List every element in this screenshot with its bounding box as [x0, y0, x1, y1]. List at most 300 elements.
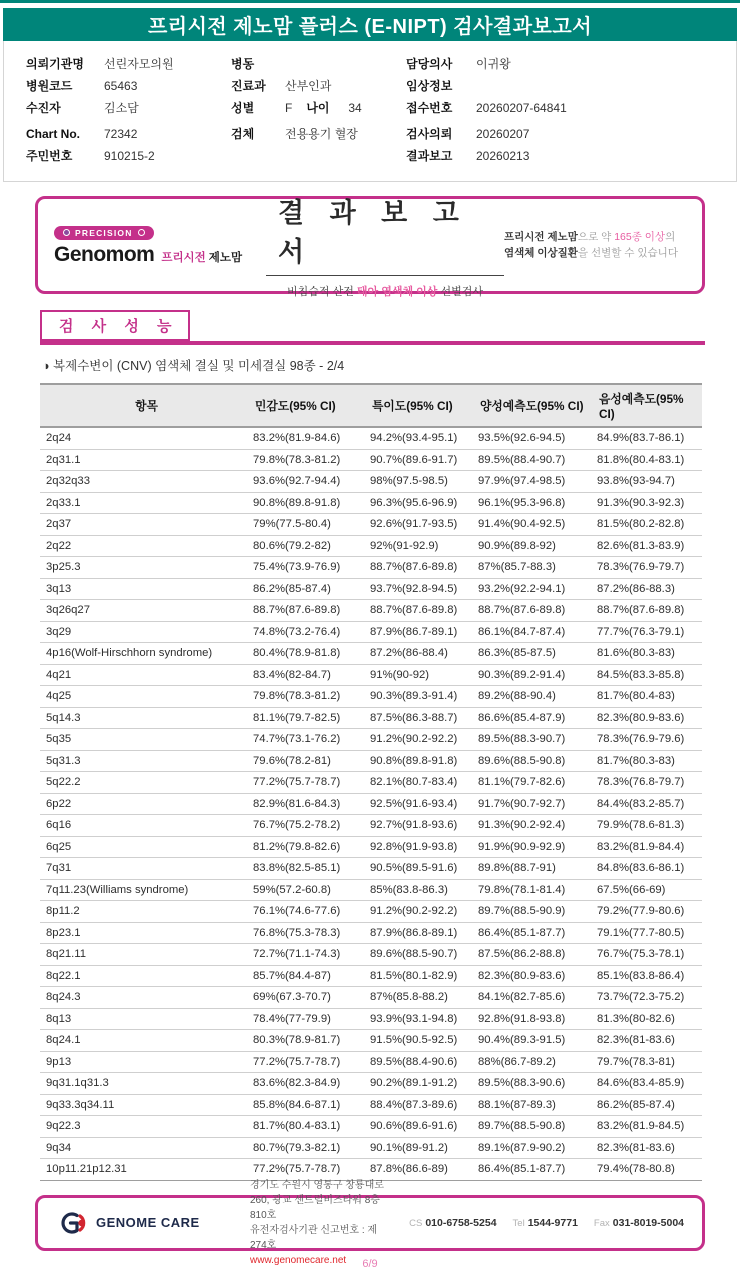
table-cell-value: 92%(91-92.9) [370, 535, 478, 557]
table-cell-value: 80.7%(79.3-82.1) [253, 1137, 370, 1159]
patient-field [231, 123, 406, 145]
table-cell-item: 8q24.3 [40, 987, 253, 1009]
table-cell-value: 79.8%(78.1-81.4) [478, 879, 597, 901]
genomecare-logo [56, 1209, 234, 1237]
table-cell-value: 73.7%(72.3-75.2) [597, 987, 702, 1009]
table-cell-item: 9q22.3 [40, 1116, 253, 1138]
patient-field-label: 수진자 [26, 101, 61, 115]
table-cell-value: 91.2%(90.2-92.2) [370, 729, 478, 751]
table-cell-value: 81.7%(80.4-83.1) [253, 1116, 370, 1138]
table-cell-value: 90.9%(89.8-92) [478, 535, 597, 557]
table-cell-value: 87.2%(86-88.3) [597, 578, 702, 600]
patient-field-label: 병동 [231, 57, 255, 71]
patient-field [26, 53, 231, 75]
table-cell-value: 90.3%(89.2-91.4) [478, 664, 597, 686]
table-cell-value: 77.2%(75.7-78.7) [253, 772, 370, 794]
table-cell-value: 81.3%(80-82.6) [597, 1008, 702, 1030]
cs-label: CS [409, 1217, 423, 1229]
table-cell-value: 76.1%(74.6-77.6) [253, 901, 370, 923]
table-row [40, 987, 702, 1009]
report-banner [35, 196, 705, 298]
table-row [40, 793, 702, 815]
column-header-specificity: 특이도(95% CI) [370, 384, 478, 427]
table-cell-value: 89.7%(88.5-90.8) [478, 1116, 597, 1138]
table-cell-value: 87.9%(86.7-89.1) [370, 621, 478, 643]
patient-field-label: 검체 [231, 127, 255, 141]
table-cell-value: 79.9%(78.6-81.3) [597, 815, 702, 837]
patient-field [231, 53, 406, 75]
table-cell-value: 78.4%(77-79.9) [253, 1008, 370, 1030]
table-cell-item: 6q25 [40, 836, 253, 858]
table-cell-value: 74.8%(73.2-76.4) [253, 621, 370, 643]
section-performance-bar [40, 310, 705, 345]
table-cell-value: 85.1%(83.8-86.4) [597, 965, 702, 987]
table-cell-value: 82.3%(80.9-83.6) [597, 707, 702, 729]
table-cell-value: 82.1%(80.7-83.4) [370, 772, 478, 794]
table-cell-item: 2q22 [40, 535, 253, 557]
result-report-heading: 결 과 보 고 서 [266, 191, 504, 276]
table-row [40, 1073, 702, 1095]
table-cell-value: 72.7%(71.1-74.3) [253, 944, 370, 966]
report-title-bar [3, 8, 737, 41]
table-cell-value: 86.1%(84.7-87.4) [478, 621, 597, 643]
table-row [40, 621, 702, 643]
table-row [40, 514, 702, 536]
table-cell-item: 5q35 [40, 729, 253, 751]
top-accent-strip [0, 0, 740, 3]
table-cell-item: 5q22.2 [40, 772, 253, 794]
table-cell-value: 88.7%(87.6-89.8) [253, 600, 370, 622]
precision-badge [54, 226, 154, 240]
patient-field-label: 진료과 [231, 79, 266, 93]
table-cell-value: 88.7%(87.6-89.8) [370, 557, 478, 579]
table-cell-value: 82.3%(81-83.6) [597, 1137, 702, 1159]
footer-tel [513, 1217, 578, 1229]
table-cell-value: 93.8%(93-94.7) [597, 471, 702, 493]
table-cell-item: 3q26q27 [40, 600, 253, 622]
table-row [40, 815, 702, 837]
table-cell-value: 81.1%(79.7-82.5) [253, 707, 370, 729]
table-cell-value: 89.2%(88-90.4) [478, 686, 597, 708]
table-cell-value: 77.7%(76.3-79.1) [597, 621, 702, 643]
table-cell-value: 81.7%(80.3-83) [597, 750, 702, 772]
table-row [40, 922, 702, 944]
table-cell-value: 87.9%(86.8-89.1) [370, 922, 478, 944]
patient-field [26, 145, 231, 167]
table-cell-value: 93.7%(92.8-94.5) [370, 578, 478, 600]
table-cell-value: 83.2%(81.9-84.5) [597, 1116, 702, 1138]
table-cell-value: 85.7%(84.4-87) [253, 965, 370, 987]
table-cell-item: 2q31.1 [40, 449, 253, 471]
patient-field-value: 20260207 [476, 127, 530, 141]
patient-field-value: F [285, 101, 293, 115]
table-cell-value: 76.7%(75.3-78.1) [597, 944, 702, 966]
table-cell-item: 2q33.1 [40, 492, 253, 514]
brand-block [54, 223, 266, 267]
table-row [40, 1051, 702, 1073]
patient-field [406, 123, 736, 145]
report-title-text: 프리시전 제노맘 플러스 (E-NIPT) 검사결과보고서 [147, 16, 593, 38]
table-row [40, 1030, 702, 1052]
table-cell-item: 2q37 [40, 514, 253, 536]
table-cell-value: 84.1%(82.7-85.6) [478, 987, 597, 1009]
patient-field-value: 72342 [104, 127, 138, 141]
desc-bold-1: 프리시전 제노맘 [504, 230, 578, 243]
table-cell-value: 84.4%(83.2-85.7) [597, 793, 702, 815]
table-cell-value: 83.2%(81.9-84.6) [253, 427, 370, 449]
table-cell-value: 81.5%(80.2-82.8) [597, 514, 702, 536]
table-cell-value: 79.8%(78.3-81.2) [253, 686, 370, 708]
genomecare-logo-text: GENOME CARE [96, 1215, 200, 1230]
table-cell-value: 87.5%(86.3-88.7) [370, 707, 478, 729]
table-row [40, 1008, 702, 1030]
table-row [40, 1137, 702, 1159]
patient-field-label: 결과보고 [406, 149, 453, 163]
table-cell-value: 86.2%(85-87.4) [253, 578, 370, 600]
table-cell-value: 89.6%(88.5-90.7) [370, 944, 478, 966]
table-cell-value: 69%(67.3-70.7) [253, 987, 370, 1009]
table-cell-value: 86.4%(85.1-87.7) [478, 922, 597, 944]
patient-field [406, 145, 736, 167]
table-cell-value: 89.8%(88.7-91) [478, 858, 597, 880]
table-cell-value: 76.7%(75.2-78.2) [253, 815, 370, 837]
table-row [40, 492, 702, 514]
subheading-prefix: 비침습적 산전 [287, 286, 357, 298]
column-header-ppv: 양성예측도(95% CI) [478, 384, 597, 427]
footer-company-info [250, 1178, 393, 1268]
table-cell-value: 81.8%(80.4-83.1) [597, 449, 702, 471]
brand-kr-precision: 프리시전 [161, 252, 206, 264]
table-cell-item: 5q14.3 [40, 707, 253, 729]
table-cell-value: 96.3%(95.6-96.9) [370, 492, 478, 514]
table-row [40, 965, 702, 987]
badge-left-dot-icon [63, 229, 70, 236]
patient-field-label: Chart No. [26, 127, 80, 141]
table-cell-value: 87.8%(86.6-89) [370, 1159, 478, 1181]
table-cell-value: 85%(83.8-86.3) [370, 879, 478, 901]
table-cell-value: 90.6%(89.6-91.6) [370, 1116, 478, 1138]
patient-field-label: 접수번호 [406, 101, 453, 115]
table-cell-value: 83.4%(82-84.7) [253, 664, 370, 686]
table-cell-value: 91%(90-92) [370, 664, 478, 686]
patient-field [406, 97, 736, 119]
table-cell-value: 97.9%(97.4-98.5) [478, 471, 597, 493]
table-header-row [40, 384, 702, 427]
patient-field [26, 97, 231, 119]
patient-field-value: 65463 [104, 79, 138, 93]
table-cell-value: 90.8%(89.8-91.8) [370, 750, 478, 772]
table-cell-value: 82.3%(81-83.6) [597, 1030, 702, 1052]
table-cell-value: 86.4%(85.1-87.7) [478, 1159, 597, 1181]
table-cell-item: 8q21.11 [40, 944, 253, 966]
patient-field-label: 나이 [306, 101, 330, 115]
table-cell-value: 87%(85.8-88.2) [370, 987, 478, 1009]
column-header-sensitivity: 민감도(95% CI) [253, 384, 370, 427]
genomecare-logo-icon [56, 1209, 90, 1237]
table-cell-value: 92.8%(91.9-93.8) [370, 836, 478, 858]
brand-kr-genomom: 제노맘 [208, 252, 243, 264]
table-cell-item: 6q16 [40, 815, 253, 837]
desc-mid-1: 으로 약 [577, 230, 615, 243]
table-cell-value: 90.8%(89.8-91.8) [253, 492, 370, 514]
table-cell-value: 92.7%(91.8-93.6) [370, 815, 478, 837]
patient-field [26, 75, 231, 97]
footer-website-link[interactable]: www.genomecare.net [250, 1254, 347, 1266]
table-cell-value: 89.7%(88.5-90.9) [478, 901, 597, 923]
table-cell-item: 9q33.3q34.11 [40, 1094, 253, 1116]
table-cell-value: 75.4%(73.9-76.9) [253, 557, 370, 579]
table-cell-value: 90.7%(89.6-91.7) [370, 449, 478, 471]
table-cell-value: 93.6%(92.7-94.4) [253, 471, 370, 493]
patient-field-value: 산부인과 [285, 79, 332, 93]
table-cell-item: 8q22.1 [40, 965, 253, 987]
table-cell-value: 85.8%(84.6-87.1) [253, 1094, 370, 1116]
table-cell-item: 9q34 [40, 1137, 253, 1159]
patient-field-value: 이귀왕 [476, 57, 511, 71]
patient-field-label: 병원코드 [26, 79, 73, 93]
precision-badge-label: PRECISION [75, 227, 133, 238]
table-cell-value: 90.5%(89.5-91.6) [370, 858, 478, 880]
table-cell-value: 94.2%(93.4-95.1) [370, 427, 478, 449]
table-cell-value: 79.4%(78-80.8) [597, 1159, 702, 1181]
table-cell-value: 76.8%(75.3-78.3) [253, 922, 370, 944]
table-row [40, 944, 702, 966]
table-row [40, 879, 702, 901]
footer-fax [594, 1217, 684, 1229]
table-cell-value: 92.5%(91.6-93.4) [370, 793, 478, 815]
table-cell-value: 82.9%(81.6-84.3) [253, 793, 370, 815]
table-cell-value: 81.1%(79.7-82.6) [478, 772, 597, 794]
footer-contacts [409, 1217, 684, 1229]
table-cell-value: 91.3%(90.2-92.4) [478, 815, 597, 837]
table-caption [42, 356, 740, 374]
table-cell-value: 81.7%(80.4-83) [597, 686, 702, 708]
patient-field [231, 75, 406, 97]
subheading-accent: 태아 염색체 이상 [356, 286, 438, 298]
table-cell-item: 2q24 [40, 427, 253, 449]
patient-field-value: 전용용기 혈장 [285, 127, 358, 141]
footer-cs [409, 1217, 496, 1229]
table-row [40, 1116, 702, 1138]
table-cell-value: 83.6%(82.3-84.9) [253, 1073, 370, 1095]
table-cell-value: 84.6%(83.4-85.9) [597, 1073, 702, 1095]
table-cell-value: 91.5%(90.5-92.5) [370, 1030, 478, 1052]
table-cell-value: 89.5%(88.4-90.7) [478, 449, 597, 471]
table-cell-value: 92.6%(91.7-93.5) [370, 514, 478, 536]
table-cell-value: 91.3%(90.3-92.3) [597, 492, 702, 514]
table-row [40, 557, 702, 579]
table-cell-item: 3p25.3 [40, 557, 253, 579]
table-row [40, 707, 702, 729]
table-cell-value: 88.4%(87.3-89.6) [370, 1094, 478, 1116]
table-row [40, 600, 702, 622]
table-cell-value: 79%(77.5-80.4) [253, 514, 370, 536]
table-cell-value: 93.5%(92.6-94.5) [478, 427, 597, 449]
patient-info-column-2 [231, 53, 406, 167]
table-row [40, 772, 702, 794]
table-cell-value: 77.2%(75.7-78.7) [253, 1159, 370, 1181]
table-cell-value: 86.2%(85-87.4) [597, 1094, 702, 1116]
table-cell-item: 8p23.1 [40, 922, 253, 944]
half-circle-bullet-icon: ◑ [42, 359, 50, 373]
table-row [40, 750, 702, 772]
table-cell-value: 79.7%(78.3-81) [597, 1051, 702, 1073]
table-cell-value: 79.2%(77.9-80.6) [597, 901, 702, 923]
table-row [40, 901, 702, 923]
table-cell-value: 89.5%(88.3-90.6) [478, 1073, 597, 1095]
performance-table [40, 383, 702, 1181]
table-cell-item: 4p16(Wolf-Hirschhorn syndrome) [40, 643, 253, 665]
table-cell-value: 88.7%(87.6-89.8) [370, 600, 478, 622]
table-cell-value: 84.8%(83.6-86.1) [597, 858, 702, 880]
table-cell-value: 87%(85.7-88.3) [478, 557, 597, 579]
table-cell-value: 93.9%(93.1-94.8) [370, 1008, 478, 1030]
table-cell-value: 78.3%(76.8-79.7) [597, 772, 702, 794]
table-cell-value: 90.1%(89-91.2) [370, 1137, 478, 1159]
table-cell-value: 81.5%(80.1-82.9) [370, 965, 478, 987]
desc-accent: 165종 이상 [614, 230, 666, 243]
table-cell-value: 91.2%(90.2-92.2) [370, 901, 478, 923]
table-cell-value: 89.5%(88.4-90.6) [370, 1051, 478, 1073]
patient-field [231, 97, 406, 119]
table-cell-item: 9p13 [40, 1051, 253, 1073]
table-cell-item: 2q32q33 [40, 471, 253, 493]
cs-number: 010-6758-5254 [425, 1216, 497, 1229]
patient-field-value: 20260207-64841 [476, 101, 567, 115]
patient-field-value: 34 [348, 101, 362, 115]
table-cell-value: 79.6%(78.2-81) [253, 750, 370, 772]
table-cell-value: 81.6%(80.3-83) [597, 643, 702, 665]
table-cell-item: 7q31 [40, 858, 253, 880]
table-cell-value: 91.4%(90.4-92.5) [478, 514, 597, 536]
table-cell-item: 3q13 [40, 578, 253, 600]
patient-field [406, 53, 736, 75]
table-row [40, 643, 702, 665]
table-cell-value: 91.9%(90.9-92.9) [478, 836, 597, 858]
table-cell-item: 3q29 [40, 621, 253, 643]
patient-field [26, 123, 231, 145]
table-cell-value: 87.5%(86.2-88.8) [478, 944, 597, 966]
table-cell-value: 86.3%(85-87.5) [478, 643, 597, 665]
table-cell-item: 8q24.1 [40, 1030, 253, 1052]
table-cell-value: 80.6%(79.2-82) [253, 535, 370, 557]
footer-address: 경기도 수원시 영통구 창룡대로 260, 광교 센트럴비즈타워 8층 810호 [250, 1179, 384, 1221]
table-cell-value: 84.9%(83.7-86.1) [597, 427, 702, 449]
table-cell-value: 98%(97.5-98.5) [370, 471, 478, 493]
table-cell-value: 93.2%(92.2-94.1) [478, 578, 597, 600]
table-cell-item: 4q21 [40, 664, 253, 686]
fax-label: Fax [593, 1217, 610, 1229]
table-cell-value: 82.3%(80.9-83.6) [478, 965, 597, 987]
table-cell-value: 89.5%(88.3-90.7) [478, 729, 597, 751]
table-cell-value: 89.1%(87.9-90.2) [478, 1137, 597, 1159]
patient-info-column-3 [406, 53, 736, 167]
table-cell-value: 78.3%(76.9-79.7) [597, 557, 702, 579]
table-cell-value: 59%(57.2-60.8) [253, 879, 370, 901]
patient-field [406, 75, 736, 97]
table-cell-item: 10p11.21p12.31 [40, 1159, 253, 1181]
result-report-heading-block [266, 191, 504, 299]
table-cell-value: 77.2%(75.7-78.7) [253, 1051, 370, 1073]
tel-number: 1544-9771 [527, 1216, 578, 1229]
table-cell-value: 89.6%(88.5-90.8) [478, 750, 597, 772]
table-row [40, 471, 702, 493]
table-row [40, 578, 702, 600]
patient-field-label: 주민번호 [26, 149, 73, 163]
table-cell-value: 80.4%(78.9-81.8) [253, 643, 370, 665]
table-cell-value: 88.7%(87.6-89.8) [478, 600, 597, 622]
patient-field-label: 임상정보 [406, 79, 453, 93]
table-cell-item: 5q31.3 [40, 750, 253, 772]
table-cell-value: 67.5%(66-69) [597, 879, 702, 901]
patient-field-label: 의뢰기관명 [26, 57, 84, 71]
desc-end-2: 을 선별할 수 있습니다 [577, 247, 678, 259]
footer-license: 유전자검사기관 신고번호 : 제274호 [250, 1224, 378, 1251]
table-cell-value: 96.1%(95.3-96.8) [478, 492, 597, 514]
patient-field-label: 담당의사 [406, 57, 453, 71]
table-cell-value: 88%(86.7-89.2) [478, 1051, 597, 1073]
table-row [40, 729, 702, 751]
table-row [40, 858, 702, 880]
table-cell-item: 6p22 [40, 793, 253, 815]
table-cell-value: 91.7%(90.7-92.7) [478, 793, 597, 815]
table-cell-item: 9q31.1q31.3 [40, 1073, 253, 1095]
patient-field-value: 선린자모의원 [104, 57, 174, 71]
genomom-wordmark: Genomom [54, 243, 155, 266]
table-cell-value: 92.8%(91.8-93.8) [478, 1008, 597, 1030]
desc-end-1: 의 [665, 230, 676, 243]
table-cell-value: 90.2%(89.1-91.2) [370, 1073, 478, 1095]
table-row [40, 836, 702, 858]
table-row [40, 449, 702, 471]
table-cell-value: 88.1%(87-89.3) [478, 1094, 597, 1116]
patient-field-value: 김소담 [104, 101, 139, 115]
table-cell-value: 83.2%(81.9-84.4) [597, 836, 702, 858]
table-caption-text: 복제수변이 (CNV) 염색체 결실 및 미세결실 98종 - 2/4 [53, 359, 345, 373]
table-cell-item: 8q13 [40, 1008, 253, 1030]
patient-info-column-1 [26, 53, 231, 167]
table-cell-value: 86.6%(85.4-87.9) [478, 707, 597, 729]
result-report-subheading [287, 283, 483, 299]
table-cell-value: 83.8%(82.5-85.1) [253, 858, 370, 880]
patient-field-value: 20260213 [476, 149, 530, 163]
patient-field-label: 성별 [231, 101, 255, 115]
table-cell-value: 90.4%(89.3-91.5) [478, 1030, 597, 1052]
section-performance-title: 검 사 성 능 [40, 310, 190, 341]
table-cell-value: 90.3%(89.3-91.4) [370, 686, 478, 708]
patient-info-panel [3, 41, 737, 182]
table-cell-value: 87.2%(86-88.4) [370, 643, 478, 665]
page-number: 6/9 [362, 1257, 378, 1270]
table-cell-value: 88.7%(87.6-89.8) [597, 600, 702, 622]
table-cell-value: 84.5%(83.3-85.8) [597, 664, 702, 686]
desc-bold-2: 염색체 이상질환 [504, 247, 578, 259]
table-cell-item: 8p11.2 [40, 901, 253, 923]
table-cell-value: 78.3%(76.9-79.6) [597, 729, 702, 751]
table-cell-value: 80.3%(78.9-81.7) [253, 1030, 370, 1052]
table-cell-value: 82.6%(81.3-83.9) [597, 535, 702, 557]
table-body [40, 427, 702, 1180]
table-cell-value: 79.8%(78.3-81.2) [253, 449, 370, 471]
table-row [40, 664, 702, 686]
column-header-npv: 음성예측도(95% CI) [597, 384, 702, 427]
table-row [40, 535, 702, 557]
banner-description [504, 229, 686, 262]
patient-field-value: 910215-2 [104, 149, 155, 163]
table-row [40, 686, 702, 708]
table-cell-value: 79.1%(77.7-80.5) [597, 922, 702, 944]
table-cell-value: 81.2%(79.8-82.6) [253, 836, 370, 858]
